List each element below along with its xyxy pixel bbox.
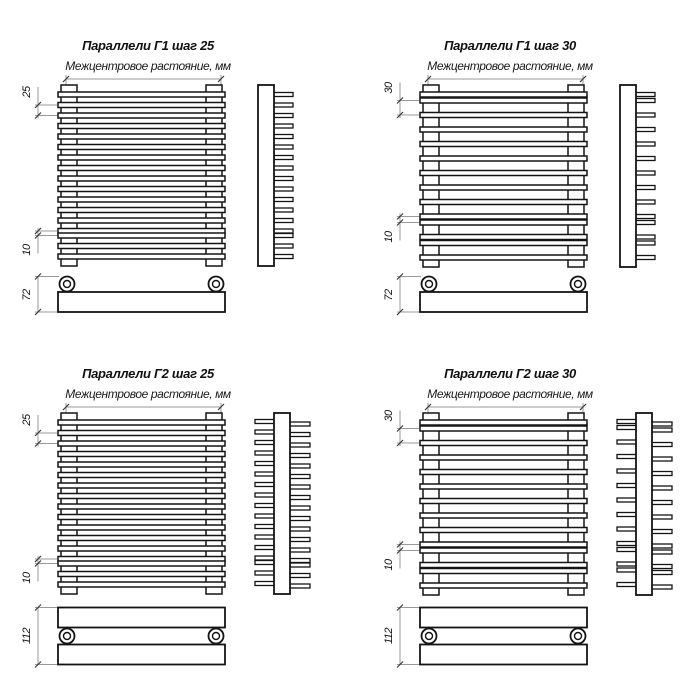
pipe-circle-inner [426,281,433,288]
slat [58,103,225,108]
slat-tooth-left [255,493,275,497]
slat-tooth-right [635,256,655,260]
slat-tooth-right [273,166,293,170]
slat [420,441,587,446]
slat-tooth-right [289,475,310,479]
slat [58,572,225,577]
slat [58,441,225,446]
pipe-circle-inner [575,633,582,640]
dim-label-step: 25 [21,414,33,426]
slat-tooth-right [273,198,293,202]
side-view [255,413,310,594]
slat-tooth-left [255,472,275,476]
slat [420,235,587,240]
slat-tooth-right [289,527,310,531]
slat-tooth-right [635,186,655,190]
slat [420,528,587,533]
slat-tooth-right [289,584,310,588]
slat-tooth-left [255,556,275,560]
radiator-drawing-g2-step25 [0,328,330,673]
slat [420,113,587,118]
dim-label-depth: 112 [383,627,395,645]
slat-tooth-left [255,561,275,565]
slat-tooth-right [273,145,293,149]
side-view [258,85,293,266]
panel-title: Параллели Г1 шаг 25 [82,38,214,53]
slat-tooth-right [635,221,655,225]
slat-row-top-view [58,292,225,312]
slat-tooth-right [651,422,672,426]
slat [420,171,587,176]
radiator-drawing-g1-step30 [362,0,692,345]
slat-tooth-right [289,506,310,510]
dim-label-bottom-gap: 10 [21,571,33,584]
pipe-circle-inner [64,633,71,640]
slat-tooth-right [651,585,672,589]
panel-subtitle: Межцентровое растояние, мм [427,387,593,401]
slat-tooth-left [255,571,275,575]
slat [58,546,225,551]
slat-tooth-right [635,113,655,117]
slat [420,156,587,161]
slat-tooth-left [617,469,637,473]
slat [420,200,587,205]
slat [420,542,587,547]
side-view [617,413,672,595]
slat-tooth-right [289,443,310,447]
radiator-drawing-g2-step30 [362,328,692,673]
dim-label-bottom-gap: 10 [21,243,33,256]
slat-tooth-right [273,177,293,181]
slat [420,426,587,431]
slat-tooth-right [273,114,293,118]
dim-label-step: 30 [383,409,395,422]
slat [420,470,587,475]
slat-tooth-right [635,128,655,132]
slat-tooth-right [651,515,672,519]
slat-tooth-right [289,574,310,578]
slat [58,462,225,467]
slat-tooth-right [273,234,293,238]
slat [58,420,225,425]
panel-subtitle: Межцентровое растояние, мм [427,59,593,73]
slat-tooth-right [289,563,310,567]
slat-tooth-right [289,496,310,500]
slat-tooth-right [273,124,293,128]
slat-tooth-right [635,157,655,161]
slat [420,583,587,588]
slat-tooth-left [255,483,275,487]
slat-tooth-left [617,426,637,430]
slat-tooth-right [635,93,655,97]
slat [58,254,225,259]
side-view [620,85,655,267]
side-collector-body [274,413,290,594]
slat [420,455,587,460]
slat [420,563,587,568]
slat [420,420,587,425]
slat [58,536,225,541]
slat-tooth-right [651,428,672,432]
bottom-view [420,277,587,313]
front-view [58,413,225,594]
slat [58,483,225,488]
slat-tooth-right [651,565,672,569]
slat [420,92,587,97]
slat-tooth-left [617,548,637,552]
slat-tooth-right [289,559,310,563]
bottom-view [420,608,587,665]
slat-tooth-left [255,451,275,455]
slat [420,142,587,147]
slat-row-top-view [420,608,587,628]
slat-tooth-right [273,219,293,223]
slat-tooth-left [617,568,637,572]
slat [58,197,225,202]
panel-subtitle: Межцентровое растояние, мм [65,387,231,401]
slat [420,513,587,518]
bottom-view [58,277,225,313]
slat [420,499,587,504]
slat-tooth-left [255,535,275,539]
slat-row-top-view [58,645,225,665]
slat-tooth-left [617,583,637,587]
slat [58,582,225,587]
slat-row-top-view [420,645,587,665]
slat-tooth-right [289,485,310,489]
slat-tooth-right [273,208,293,212]
side-collector-body [258,85,274,266]
slat-row-top-view [58,608,225,628]
slat-row-top-view [420,292,587,312]
slat [58,504,225,509]
slat [420,220,587,225]
panel-title: Параллели Г2 шаг 25 [82,366,214,381]
slat-tooth-right [273,135,293,139]
dim-label-depth: 72 [21,288,33,301]
slat-tooth-left [617,527,637,531]
panel-title: Параллели Г2 шаг 30 [444,366,576,381]
slat-tooth-right [289,433,310,437]
slat-tooth-right [289,422,310,426]
slat-tooth-left [255,504,275,508]
slat-tooth-right [273,229,293,233]
slat [58,473,225,478]
slat-tooth-right [635,171,655,175]
slat [420,127,587,132]
slat [420,255,587,260]
slat-tooth-left [617,484,637,488]
pipe-circle-inner [64,281,71,288]
slat-tooth-right [635,215,655,219]
slat-tooth-left [617,498,637,502]
panel-g2-step30 [362,328,692,673]
slat-tooth-left [255,514,275,518]
slat [58,145,225,150]
dim-label-step: 30 [383,81,395,94]
slat [58,452,225,457]
slat-tooth-right [273,93,293,97]
slat-tooth-right [635,241,655,245]
slat [58,113,225,118]
panel-g2-step25 [0,328,330,673]
side-collector-body [620,85,636,267]
slat [58,525,225,530]
slat-tooth-left [617,562,637,566]
slat-tooth-right [651,530,672,534]
slat-tooth-right [289,517,310,521]
pipe-circle-inner [213,281,220,288]
slat [420,185,587,190]
slat [58,187,225,192]
side-collector-body [636,413,652,595]
slat-tooth-left [617,542,637,546]
front-view [420,85,587,267]
radiator-drawing-g1-step25 [0,0,330,345]
slat-tooth-left [255,582,275,586]
dim-label-depth: 112 [21,627,33,645]
slat-tooth-right [273,255,293,259]
slat [58,233,225,238]
slat-tooth-right [651,544,672,548]
slat-tooth-right [651,550,672,554]
slat-tooth-left [255,441,275,445]
slat-tooth-right [289,454,310,458]
slat-tooth-right [651,486,672,490]
slat [58,166,225,171]
slat-tooth-left [617,420,637,424]
front-view [58,85,225,266]
pipe-circle-inner [426,633,433,640]
slat-tooth-right [651,457,672,461]
slat [58,515,225,520]
slat [420,214,587,219]
slat [420,569,587,574]
pipe-circle-inner [213,633,220,640]
slat-tooth-right [273,103,293,107]
slat-tooth-right [651,443,672,447]
slat-tooth-right [651,472,672,476]
slat [58,431,225,436]
panel-title: Параллели Г1 шаг 30 [444,38,576,53]
slat-tooth-left [255,546,275,550]
slat-tooth-left [255,420,275,424]
slat [58,155,225,160]
slat [58,92,225,97]
slat-tooth-right [273,187,293,191]
pipe-circle-inner [575,281,582,288]
slat [58,176,225,181]
panel-g1-step30 [362,0,692,345]
slat [58,494,225,499]
slat-tooth-right [635,200,655,204]
slat-tooth-left [255,430,275,434]
slat-tooth-right [635,142,655,146]
slat-tooth-left [617,440,637,444]
front-view [420,413,587,595]
slat-tooth-right [651,501,672,505]
slat [420,241,587,246]
slat-tooth-left [255,525,275,529]
bottom-view [58,608,225,665]
slat-tooth-right [273,156,293,160]
panel-subtitle: Межцентровое растояние, мм [65,59,231,73]
slat-tooth-left [255,462,275,466]
slat-tooth-left [617,513,637,517]
dim-label-step: 25 [21,86,33,98]
slat [58,244,225,249]
slat [58,208,225,213]
dim-label-depth: 72 [383,288,395,301]
slat-tooth-right [289,464,310,468]
slat-tooth-right [289,538,310,542]
dim-label-bottom-gap: 10 [383,230,395,243]
slat [420,548,587,553]
dim-label-bottom-gap: 10 [383,558,395,571]
panel-g1-step25 [0,0,330,345]
slat-tooth-right [635,235,655,239]
slat [58,124,225,129]
slat [58,134,225,139]
slat [58,218,225,223]
slat-tooth-right [651,571,672,575]
slat [58,561,225,566]
slat-tooth-right [273,244,293,248]
slat-tooth-right [289,548,310,552]
slat [420,98,587,103]
slat-tooth-right [635,99,655,103]
slat-tooth-left [617,455,637,459]
slat [420,484,587,489]
